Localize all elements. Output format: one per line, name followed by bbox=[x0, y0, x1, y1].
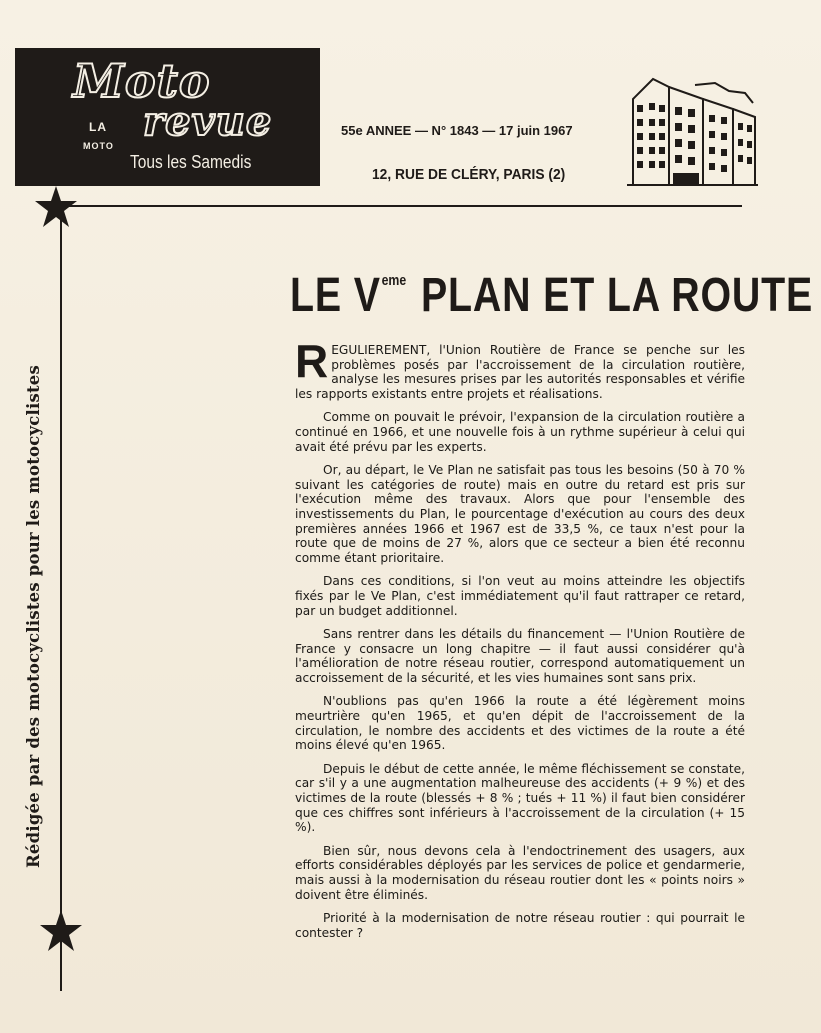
logo-la-text: LA bbox=[89, 120, 107, 134]
logo-moto-text: Moto bbox=[73, 54, 211, 108]
article-title bbox=[290, 268, 814, 323]
article-paragraph: Priorité à la modernisation de notre réseau routier : qui pourrait le contester ? bbox=[295, 911, 745, 940]
title-part-2: PLAN ET LA ROUTE bbox=[420, 269, 814, 322]
article-paragraph: Sans rentrer dans les détails du financement — l'Union Routière de France y consacre un long chapitre — il faut aussi considérer qu'à l'amélioration de notre réseau routier, correspond automatiquement un accroissement de la sécurité, et les vies humaines sont sans prix. bbox=[295, 627, 745, 685]
address-line: 12, RUE DE CLÉRY, PARIS (2) bbox=[372, 166, 566, 183]
logo-moto-small-text: MOTO bbox=[83, 141, 114, 151]
logo-revue-text: revue bbox=[143, 98, 273, 145]
article-paragraph: Or, au départ, le Ve Plan ne satisfait pas tous les besoins (50 à 70 % suivant les catégories de route) mais en outre du retard est pris sur l'exécution même des travaux. Alors que pour l'ensemble des investissements du Plan, le pourcentage d'exécution au cours des deux premières années 1966 et 1967 est de 33,5 %, ce taux n'est pour la route que de moins de 27 %, alors que ce secteur a bien été reconnu comme étant prioritaire. bbox=[295, 463, 745, 565]
sidebar-vertical-text: Rédigée par des motocyclistes pour les motocyclistes bbox=[24, 365, 43, 868]
star-icon bbox=[33, 184, 79, 230]
article-paragraph: Dans ces conditions, si l'on veut au moins atteindre les objectifs fixés par le Ve Plan, c'est immédiatement qu'il faut rattraper ce retard, par un budget additionnel. bbox=[295, 574, 745, 618]
issue-line: 55e ANNEE — N° 1843 — 17 juin 1967 bbox=[341, 123, 573, 138]
masthead-tagline: Tous les Samedis bbox=[130, 152, 252, 172]
sidebar-divider bbox=[60, 206, 62, 991]
article-paragraph: REGULIEREMENT, l'Union Routière de France se penche sur les problèmes posés par l'accroissement de la circulation routière, analyse les mesures prises par les autorités responsables et vérifie les rapports existants entre projets et réalisations. bbox=[295, 335, 745, 401]
header-divider bbox=[52, 205, 742, 207]
article-paragraph: Bien sûr, nous devons cela à l'endoctrinement des usagers, aux efforts considérables déployés par les services de police et gendarmerie, mais aussi à la modernisation du réseau routier dont les « points noirs » doivent être éliminés. bbox=[295, 843, 745, 902]
article-body bbox=[295, 335, 745, 949]
building-illustration-icon bbox=[625, 73, 760, 188]
article-paragraph: N'oublions pas qu'en 1966 la route a été légèrement moins meurtrière qu'en 1965, et qu'en dépit de l'accroissement de la circulation, le nombre des accidents et des victimes de la route a été moins élevé qu'en 1965. bbox=[295, 694, 745, 753]
article-paragraph: Comme on pouvait le prévoir, l'expansion de la circulation routière a continué en 1966, et une nouvelle fois à un rythme supérieur à celui qui avait été prévu par les experts. bbox=[295, 410, 745, 454]
title-part-1: LE V bbox=[290, 269, 381, 322]
star-icon bbox=[38, 908, 84, 954]
title-superscript: eme bbox=[381, 272, 407, 289]
article-paragraph: Depuis le début de cette année, le même fléchissement se constate, car s'il y a une augmentation malheureuse des accidents (+ 9 %) et des victimes de la route (blessés + 8 % ; tués + 11 %) il faut bien considérer que ces chiffres sont inférieurs à l'accroissement de la circulation (+ 15 %). bbox=[295, 761, 745, 835]
drop-cap: R bbox=[295, 335, 329, 387]
masthead-logo bbox=[15, 48, 320, 186]
